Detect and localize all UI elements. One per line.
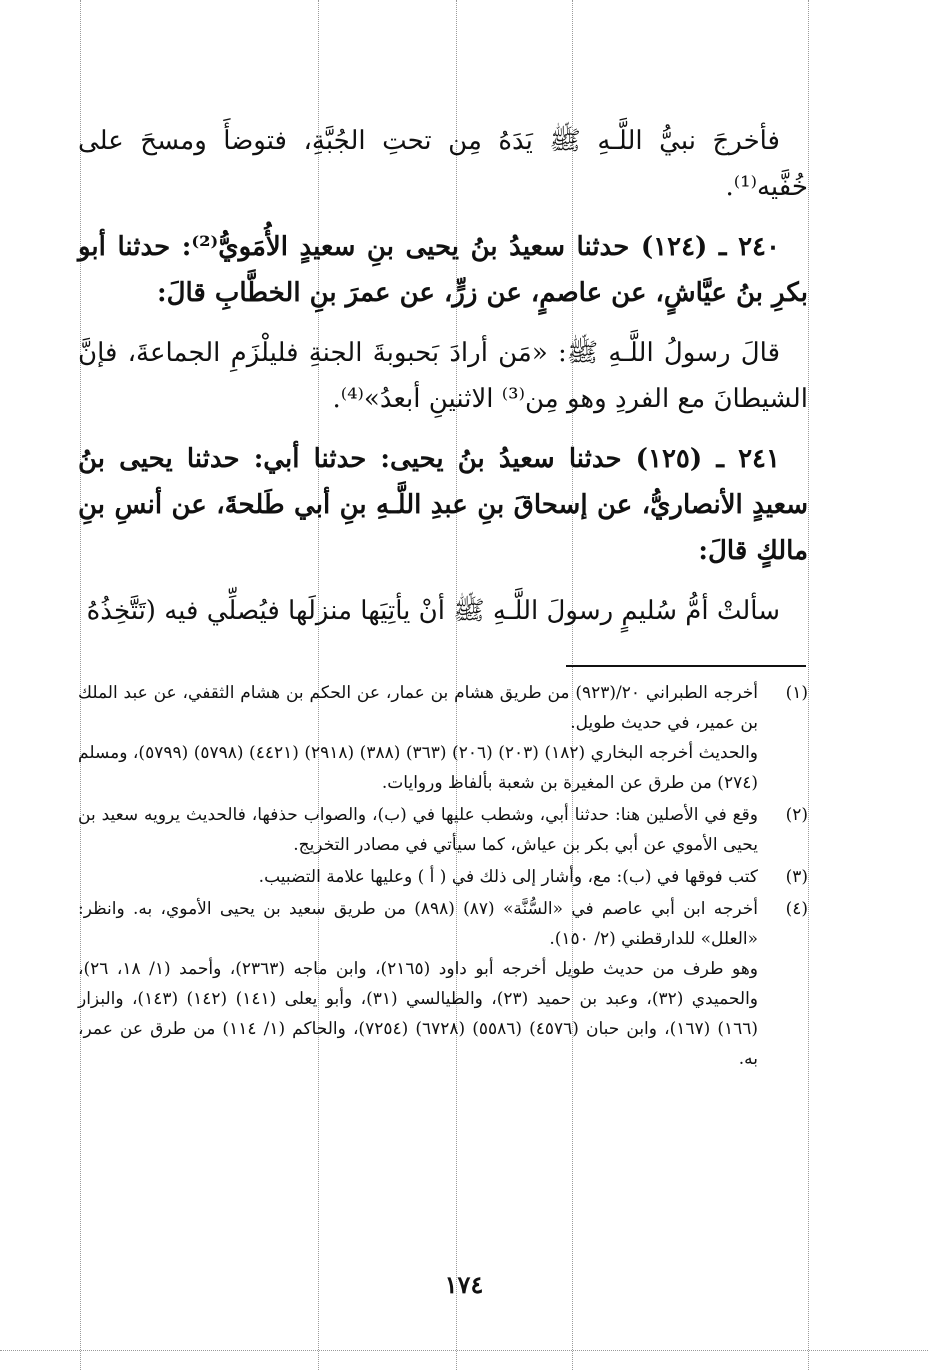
footnote-number: (٤) — [785, 899, 808, 919]
footnote-number: (١) — [785, 683, 808, 703]
hadith-241-isnad: ٢٤١ ـ (١٢٥) حدثنا سعيدُ بنُ يحيى: حدثنا أبي: حدثنا يحيى بنُ سعيدٍ الأنصاريُّ، عن إسحاقَ بنِ عبدِ اللَّـهِ بنِ أبي طَلحةَ، عن أنسِ بنِ مالكٍ قالَ: — [78, 444, 808, 566]
footnote-text — [78, 862, 758, 892]
footnote-paragraph: كتب فوقها في (ب): مع، وأشار إلى ذلك في ( أ ) وعليها علامة التضبيب. — [258, 867, 758, 887]
footnote-paragraph: والحديث أخرجه البخاري (١٨٢) (٢٠٣) (٢٠٦) (٣٦٣) (٣٨٨) (٢٩١٨) (٤٤٢١) (٥٧٩٨) (٥٧٩٩)، ومسلم (٢٧٤) من طرق عن المغيرة بن شعبة بألفاظ وروايات. — [78, 743, 759, 793]
footnote-4 — [78, 894, 808, 1074]
paragraph-opening: فأخرجَ نبيُّ اللَّـهِ ﷺ يَدَهُ مِن تحتِ الجُبَّةِ، فتوضأَ ومسحَ على خُفَّيه⁽¹⁾. — [78, 126, 808, 202]
footnote-paragraph: أخرجه ابن أبي عاصم في «السُّنَّة» (٨٧) (٨٩٨) من طريق سعيد بن يحيى الأموي، به. وانظر: «العلل» للدارقطني (٢/ ١٥٠). — [78, 899, 758, 949]
footnote-text — [78, 894, 758, 1074]
footnote-text — [78, 800, 758, 860]
footnote-number: (٣) — [785, 867, 808, 887]
footnote-paragraph: وقع في الأصلين هنا: حدثنا أبي، وشطب عليها في (ب)، والصواب حذفها، فالحديث يرويه سعيد بن يحيى الأموي عن أبي بكر بن عياش، كما سيأتي في مصادر التخريج. — [78, 805, 758, 855]
footnote-3 — [78, 862, 808, 892]
footnote-number: (٢) — [785, 805, 808, 825]
hadith-241-matn: سألتْ أمُّ سُليمٍ رسولَ اللَّـهِ ﷺ أنْ يأتِيَها منزلَها فيُصلِّي فيه (تَتَّخِذُهُ — [86, 596, 780, 626]
footnote-paragraph: وهو طرف من حديث طويل أخرجه أبو داود (٢١٦٥)، وابن ماجه (٢٣٦٣)، وأحمد (١/ ١٨، ٢٦)، والحميدي (٣٢)، وعبد بن حميد (٢٣)، والطيالسي (٣١)، وأبو يعلى (١٤١) (١٤٢) (١٤٣)، والبزار (١٦٦) (١٦٧)، وابن حبان (٤٥٧٦) (٥٥٨٦) (٦٧٢٨) (٧٢٥٤)، والحاكم (١/ ١١٤) من طرق عن عمر، به. — [78, 959, 759, 1069]
hadith-240-matn: قالَ رسولُ اللَّـهِ ﷺ: «مَن أرادَ بَحبوبةَ الجنةِ فليلْزَمِ الجماعةَ، فإنَّ الشيطانَ مع الفردِ وهو مِن⁽³⁾ الاثنينِ أبعدُ»⁽⁴⁾. — [78, 338, 808, 414]
footnotes — [78, 678, 808, 1076]
main-text — [78, 118, 808, 634]
footnote-2 — [78, 800, 808, 860]
page-number: ١٧٤ — [444, 1270, 484, 1299]
footnote-paragraph: أخرجه الطبراني ٢٠/(٩٢٣) من طريق هشام بن عمار، عن الحكم بن هشام الثقفي، عن عبد الملك بن عمير، في حديث طويل. — [78, 683, 758, 733]
footnote-1 — [78, 678, 808, 798]
dotted-guide-line-bottom — [0, 1350, 928, 1351]
footnote-separator — [566, 665, 806, 667]
footnote-text — [78, 678, 758, 798]
dotted-guide-line-right — [808, 0, 809, 1370]
hadith-240-isnad: ٢٤٠ ـ (١٢٤) حدثنا سعيدُ بنُ يحيى بنِ سعيدٍ الأُمَويُّ⁽²⁾: حدثنا أبو بكرِ بنُ عيَّاشٍ، عن عاصمٍ، عن زرٍّ، عن عمرَ بنِ الخطَّابِ قالَ: — [78, 232, 808, 308]
